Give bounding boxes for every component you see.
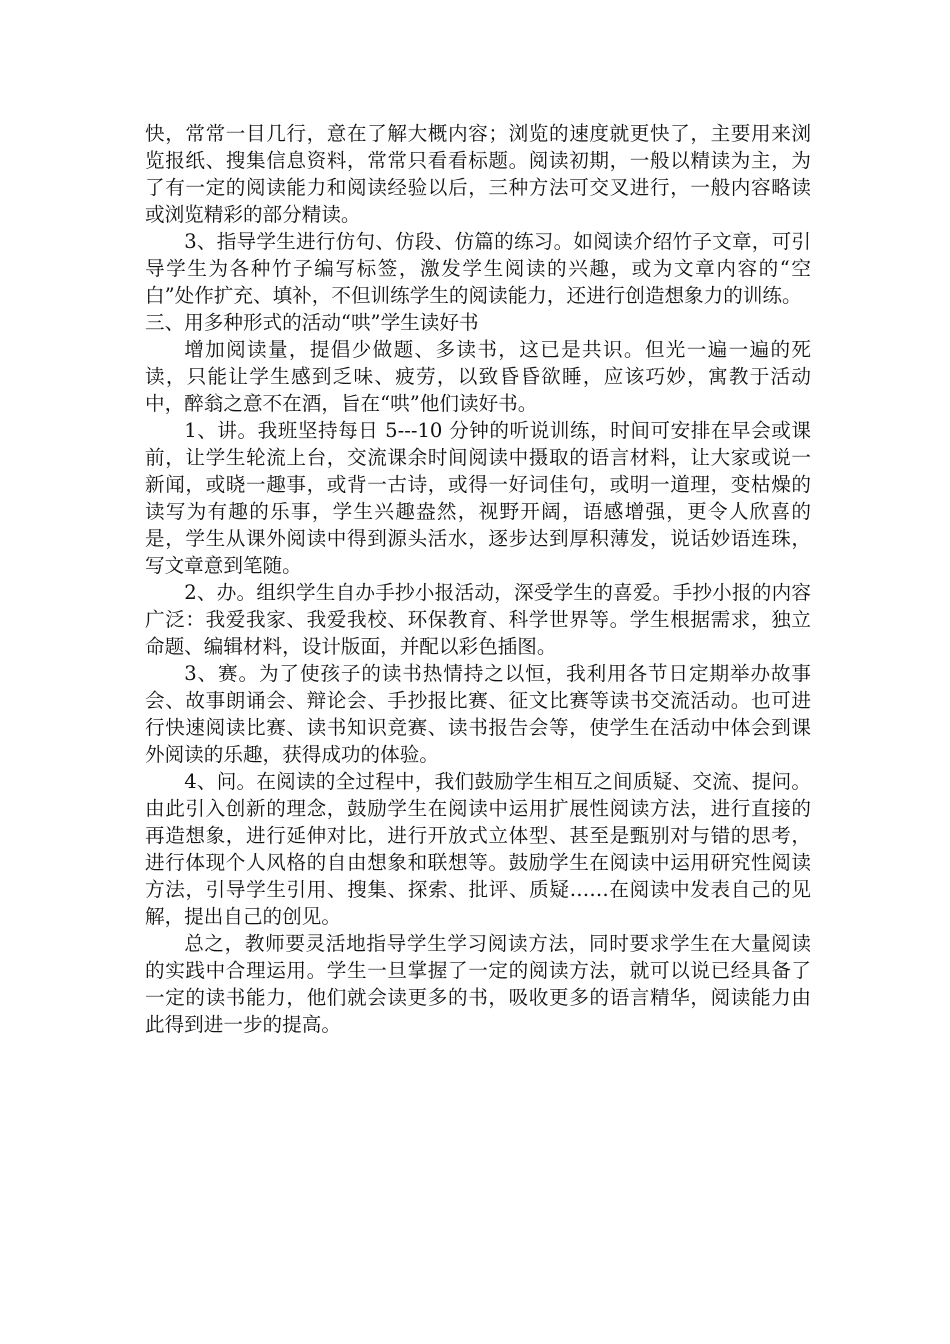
paragraph-activity-question: 4、问。在阅读的全过程中，我们鼓励学生相互之间质疑、交流、提问。由此引入创新的理念，鼓励学生在阅读中运用扩展性阅读方法，进行直接的再造想象，进行延伸对比，进行开放式立体型、甚至是甄别对与错的思考，进行体现个人风格的自由想象和联想等。鼓励学生在阅读中运用研究性阅读方法，引导学生引用、搜集、探索、批评、质疑……在阅读中发表自己的见解，提出自己的创见。 [145, 770, 811, 928]
paragraph-activity-contest: 3、赛。为了使孩子的读书热情持之以恒，我利用各节日定期举办故事会、故事朗诵会、辩论会、手抄报比赛、征文比赛等读书交流活动。也可进行快速阅读比赛、读书知识竞赛、读书报告会等，使学生在活动中体会到课外阅读的乐趣，获得成功的体验。 [145, 662, 811, 766]
paragraph-continued: 快，常常一目几行，意在了解大概内容；浏览的速度就更快了，主要用来浏览报纸、搜集信息资料，常常只看看标题。阅读初期，一般以精读为主，为了有一定的阅读能力和阅读经验以后，三种方法可交叉进行，一般内容略读或浏览精彩的部分精读。 [145, 122, 811, 226]
paragraph-method-3: 3、指导学生进行仿句、仿段、仿篇的练习。如阅读介绍竹子文章，可引导学生为各种竹子编写标签，激发学生阅读的兴趣，或为文章内容的“空白”处作扩充、填补，不但训练学生的阅读能力，还进行创造想象力的训练。 [145, 230, 811, 307]
section-heading-3: 三、用多种形式的活动“哄”学生读好书 [145, 311, 479, 334]
paragraph-activity-speak: 1、讲。我班坚持每日 5---10 分钟的听说训练，时间可安排在早会或课前，让学生轮流上台，交流课余时间阅读中摄取的语言材料，让大家或说一新闻，或晓一趣事，或背一古诗，或得一好词佳句，或明一道理，变枯燥的读写为有趣的乐事，学生兴趣盎然，视野开阔，语感增强，更令人欣喜的是，学生从课外阅读中得到源头活水，逐步达到厚积薄发，说话妙语连珠，写文章意到笔随。 [145, 419, 811, 577]
paragraph-activity-newspaper: 2、办。组织学生自办手抄小报活动，深受学生的喜爱。手抄小报的内容广泛：我爱我家、我爱我校、环保教育、科学世界等。学生根据需求，独立命题、编辑材料，设计版面，并配以彩色插图。 [145, 581, 811, 658]
paragraph-conclusion: 总之，教师要灵活地指导学生学习阅读方法，同时要求学生在大量阅读的实践中合理运用。学生一旦掌握了一定的阅读方法，就可以说已经具备了一定的读书能力，他们就会读更多的书，吸收更多的语言精华，阅读能力由此得到进一步的提高。 [145, 932, 811, 1036]
paragraph-section-intro: 增加阅读量，提倡少做题、多读书，这已是共识。但光一遍一遍的死读，只能让学生感到乏味、疲劳，以致昏昏欲睡，应该巧妙，寓教于活动中，醉翁之意不在酒，旨在“哄”他们读好书。 [145, 338, 811, 415]
document-body [145, 120, 811, 1038]
